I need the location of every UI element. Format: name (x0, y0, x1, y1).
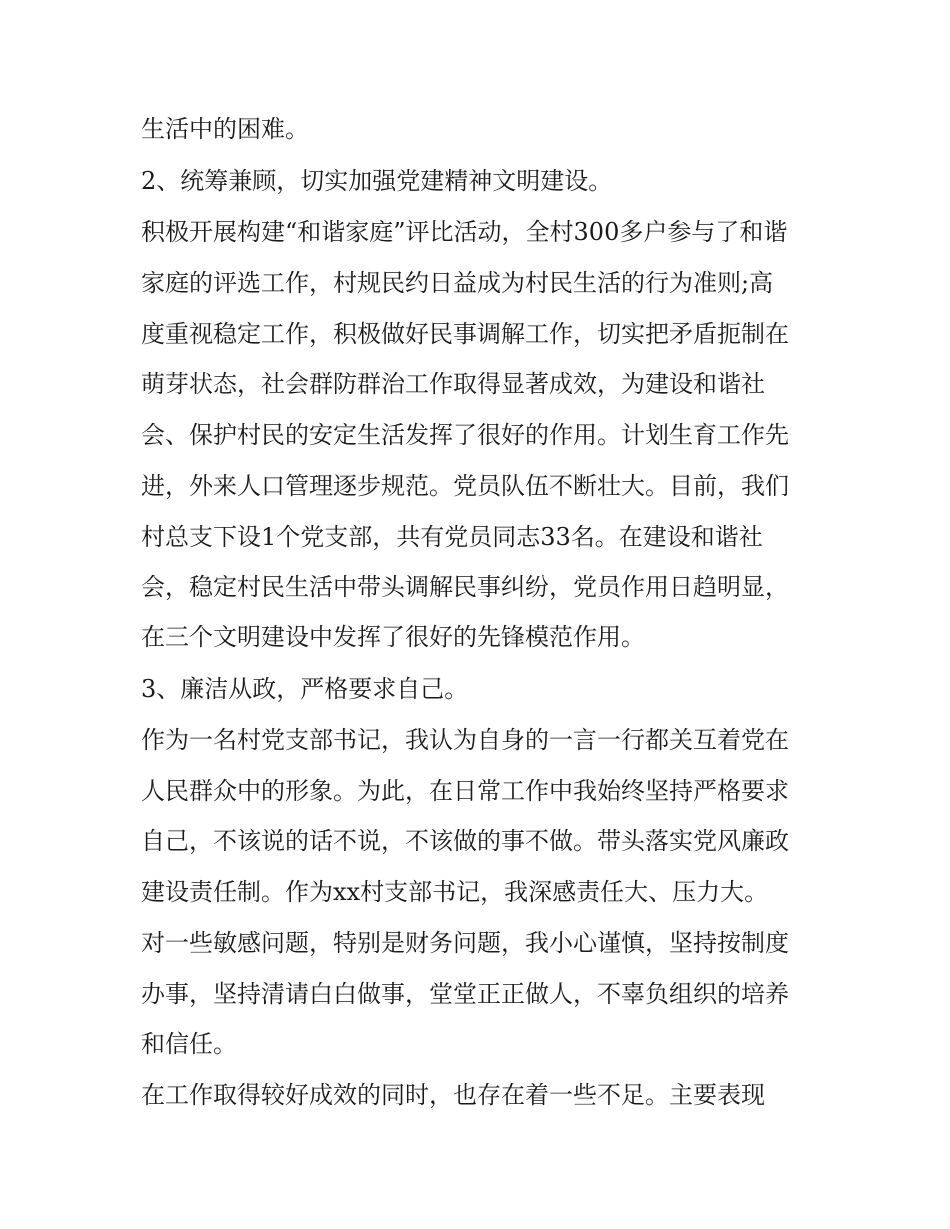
text-line: 对一些敏感问题，特别是财务问题，我小心谨慎，坚持按制度 (141, 929, 789, 957)
text-line: 会、保护村民的安定生活发挥了很好的作用。计划生育工作先 (141, 421, 789, 449)
text-line: 办事，坚持清请白白做事，堂堂正正做人，不辜负组织的培养 (141, 980, 789, 1008)
text-line: 自己，不该说的话不说，不该做的事不做。带头落实党风廉政 (141, 827, 789, 855)
text-line: 村总支下设1个党支部，共有党员同志33名。在建设和谐社 (141, 523, 763, 551)
section-heading: 3、廉洁从政，严格要求自己。 (141, 675, 469, 703)
text-line: 积极开展构建“和谐家庭”评比活动，全村300多户参与了和谐 (141, 218, 788, 246)
text-line: 在工作取得较好成效的同时，也存在着一些不足。主要表现 (141, 1081, 765, 1109)
text-line: 会，稳定村民生活中带头调解民事纠纷，党员作用日趋明显， (141, 573, 789, 601)
section-heading: 2、统筹兼顾，切实加强党建精神文明建设。 (141, 167, 613, 195)
text-line: 度重视稳定工作，积极做好民事调解工作，切实把矛盾扼制在 (141, 320, 789, 348)
text-line: 建设责任制。作为xx村支部书记，我深感责任大、压力大。 (141, 878, 769, 906)
text-line: 家庭的评选工作，村规民约日益成为村民生活的行为准则;高 (141, 269, 774, 297)
text-line: 萌芽状态，社会群防群治工作取得显著成效，为建设和谐社 (141, 370, 765, 398)
text-line: 人民群众中的形象。为此，在日常工作中我始终坚持严格要求 (141, 777, 789, 805)
text-line: 在三个文明建设中发挥了很好的先锋模范作用。 (141, 623, 645, 651)
text-line: 和信任。 (141, 1030, 237, 1058)
text-line: 作为一名村党支部书记，我认为自身的一言一行都关互着党在 (141, 726, 789, 754)
text-line: 进，外来人口管理逐步规范。党员队伍不断壮大。目前，我们 (141, 472, 789, 500)
text-line: 生活中的困难。 (141, 115, 309, 143)
